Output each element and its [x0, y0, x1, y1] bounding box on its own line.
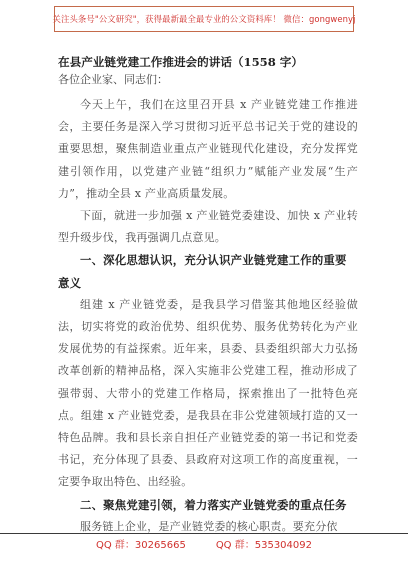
document-body — [58, 54, 358, 538]
section-2-paragraph: 服务链上企业，是产业链党委的核心职责。要充分依 — [80, 519, 338, 533]
banner-text: 关注头条号"公文研究"，获得最新最全最专业的公文资料库！ 微信：gongwenyj — [52, 14, 356, 24]
top-banner — [54, 6, 354, 32]
footer-qq-group-2: QQ 群：535304092 — [215, 540, 312, 551]
footer-qq-group-1: QQ 群：30265665 — [95, 540, 186, 551]
document-title: 在县产业链党建工作推进会的讲话（1558 字） — [58, 55, 303, 69]
section-heading-2: 二、聚焦党建引领，着力落实产业链党委的重点任务 — [80, 497, 347, 512]
intro-paragraph: 今天上午，我们在这里召开县 x 产业链党建工作推进会，主要任务是深入学习贯彻习近平总书记关于党的建设的重要思想，聚焦制造业重点产业链现代化建设，充分发挥党建引领作用，以党建产业链“组织力”赋能产业发展“生产力”，推动全县 x 产业高质量发展。 — [58, 98, 358, 200]
salutation: 各位企业家、同志们： — [58, 73, 168, 86]
section-heading-1: 一、深化思想认识，充分认识产业链党建工作的重要意义 — [58, 253, 347, 290]
footer — [0, 536, 408, 551]
transition-paragraph: 下面，就进一步加强 x 产业链党委建设、加快 x 产业转型升级步伐，我再强调几点意见。 — [58, 209, 358, 245]
footer-divider — [0, 533, 408, 534]
section-1-paragraph: 组建 x 产业链党委，是我县学习借鉴其他地区经验做法，切实将党的政治优势、组织优势、服务优势转化为产业发展优势的有益探索。近年来，县委、县委组织部大力弘扬改革创新的精神品格，深入实施非公党建工程，推动形成了强带弱、大带小的党建工作格局，探索推出了一批特色亮点。组建 x 产业链党委，是我县在非公党建领域打造的又一特色品牌。我和县长亲自担任产业链党委的第一书记和党委书记，充分体现了县委、县政府对这项工作的高度重视，一定要争取出特色、出经验。 — [58, 297, 358, 489]
